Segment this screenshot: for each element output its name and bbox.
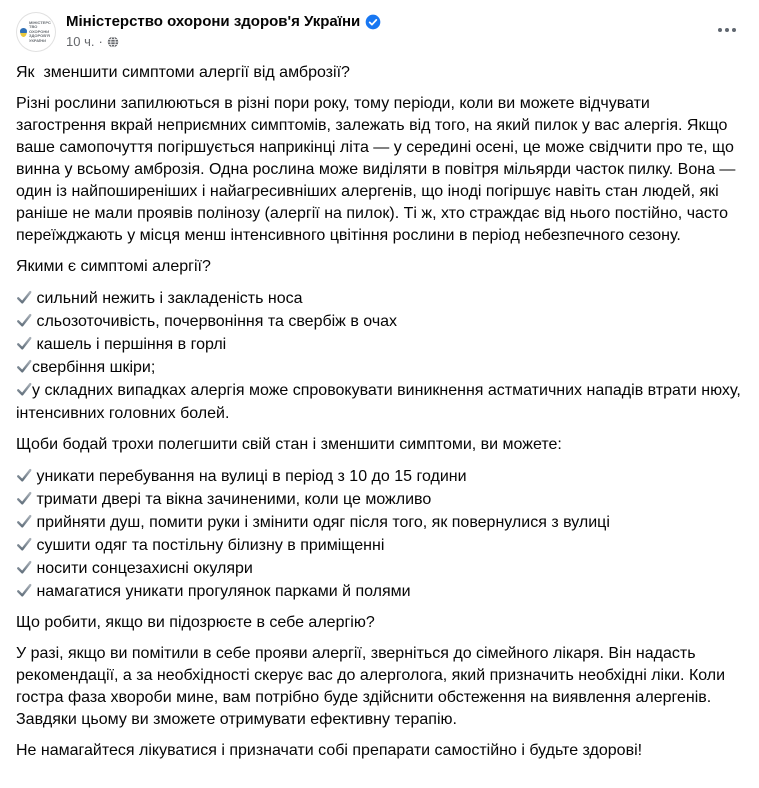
tips-checklist [16,465,743,603]
check-icon [16,559,32,575]
separator-dot: · [98,34,103,49]
checklist-item [16,580,743,603]
checklist-item [16,356,743,379]
check-icon [16,289,32,305]
header-meta [66,12,711,50]
checklist-item [16,287,743,310]
post-paragraph: Різні рослини запилюються в різні пори року, тому періоди, коли ви можете відчувати загострення вкрай неприємних симптомів, залежать від того, на який пилок у вас алергія. Якщо ваше самопочуття погіршується наприкінці літа — у середині осені, це може свідчити про те, що винна у всьому амброзія. Одна рослина може виділяти в повітря мільярди часток пилку. Вона — один із найпоширеніших і найагресивніших алергенів, що іноді погіршує навіть стан людей, які раніше не мали проявів полінозу (алергії на пилок). Ті ж, хто страждає від нього постійно, часто переїжджають у місця менш інтенсивного цвітіння рослини в період небезпечного сезону. [16,95,740,244]
check-icon [16,312,32,328]
checklist-item [16,511,743,534]
checklist-item-label: у складних випадках алергія може спровокувати виникнення астматичних нападів втрати нюху, інтенсивних головних болей. [16,382,746,422]
checklist-item-label: намагатися уникати прогулянок парками й полями [32,583,411,600]
checklist-item-label: сльозоточивість, почервоніння та свербіж в очах [32,313,398,330]
checklist-item [16,379,746,425]
check-icon [16,513,32,529]
checklist-item [16,465,743,488]
ellipsis-more-icon [725,28,729,32]
post-title: Як зменшити симптоми алергії від амброзії? [16,64,350,81]
checklist-item [16,310,743,333]
checklist-item-label: свербіння шкіри; [32,359,156,376]
timestamp[interactable]: 10 ч. [66,34,95,49]
checklist-item-label: тримати двері та вікна зачиненими, коли це можливо [32,491,432,508]
relief-intro: Щоби бодай трохи полегшити свій стан і зменшити симптоми, ви можете: [16,436,562,453]
globe-public-icon [107,36,119,48]
action-heading: Що робити, якщо ви підозрюєте в себе алергію? [16,614,375,631]
check-icon [16,490,32,506]
avatar[interactable] [16,12,56,52]
action-paragraph: У разі, якщо ви помітили в себе прояви алергії, зверніться до сімейного лікаря. Він надасть рекомендації, а за необхідності скерує вас до алерголога, який призначить необхідні ліки. Коли гостра фаза хвороби мине, вам потрібно буде здійснити обстеження на виявлення алергенів. Завдяки цьому ви зможете отримувати ефективну терапію. [16,645,730,728]
check-icon [16,358,32,374]
checklist-item [16,557,743,580]
check-icon [16,536,32,552]
checklist-item-label: кашель і першіння в горлі [32,336,227,353]
more-options-button[interactable] [711,14,743,46]
page-name[interactable]: Міністерство охорони здоров'я України [66,13,361,30]
post-body [0,60,759,762]
symptoms-checklist [16,287,746,425]
timestamp-row [66,34,711,50]
avatar-logo [20,21,52,44]
check-icon [16,381,32,397]
checklist-item-label: носити сонцезахисні окуляри [32,560,253,577]
symptoms-heading: Якими є симптомі алергії? [16,258,211,275]
avatar-logo-text: МІНІСТЕРСТВО ОХОРОНИ ЗДОРОВ'Я УКРАЇНИ [29,19,51,43]
checklist-item [16,488,743,511]
check-icon [16,335,32,351]
closing-paragraph: Не намагайтеся лікуватися і призначати собі препарати самостійно і будьте здорові! [16,742,643,759]
checklist-item-label: сильний нежить і закладеність носа [32,290,303,307]
moz-emblem-icon [20,28,27,37]
ellipsis-more-icon [718,28,722,32]
checklist-item [16,534,743,557]
checklist-item [16,333,743,356]
checklist-item-label: сушити одяг та постільну білизну в приміщенні [32,537,385,554]
check-icon [16,467,32,483]
checklist-item-label: прийняти душ, помити руки і змінити одяг після того, як повернулися з вулиці [32,514,610,531]
check-icon [16,582,32,598]
verified-badge-icon [365,14,381,30]
checklist-item-label: уникати перебування на вулиці в період з 10 до 15 години [32,468,467,485]
post-header [0,0,759,60]
ellipsis-more-icon [732,28,736,32]
